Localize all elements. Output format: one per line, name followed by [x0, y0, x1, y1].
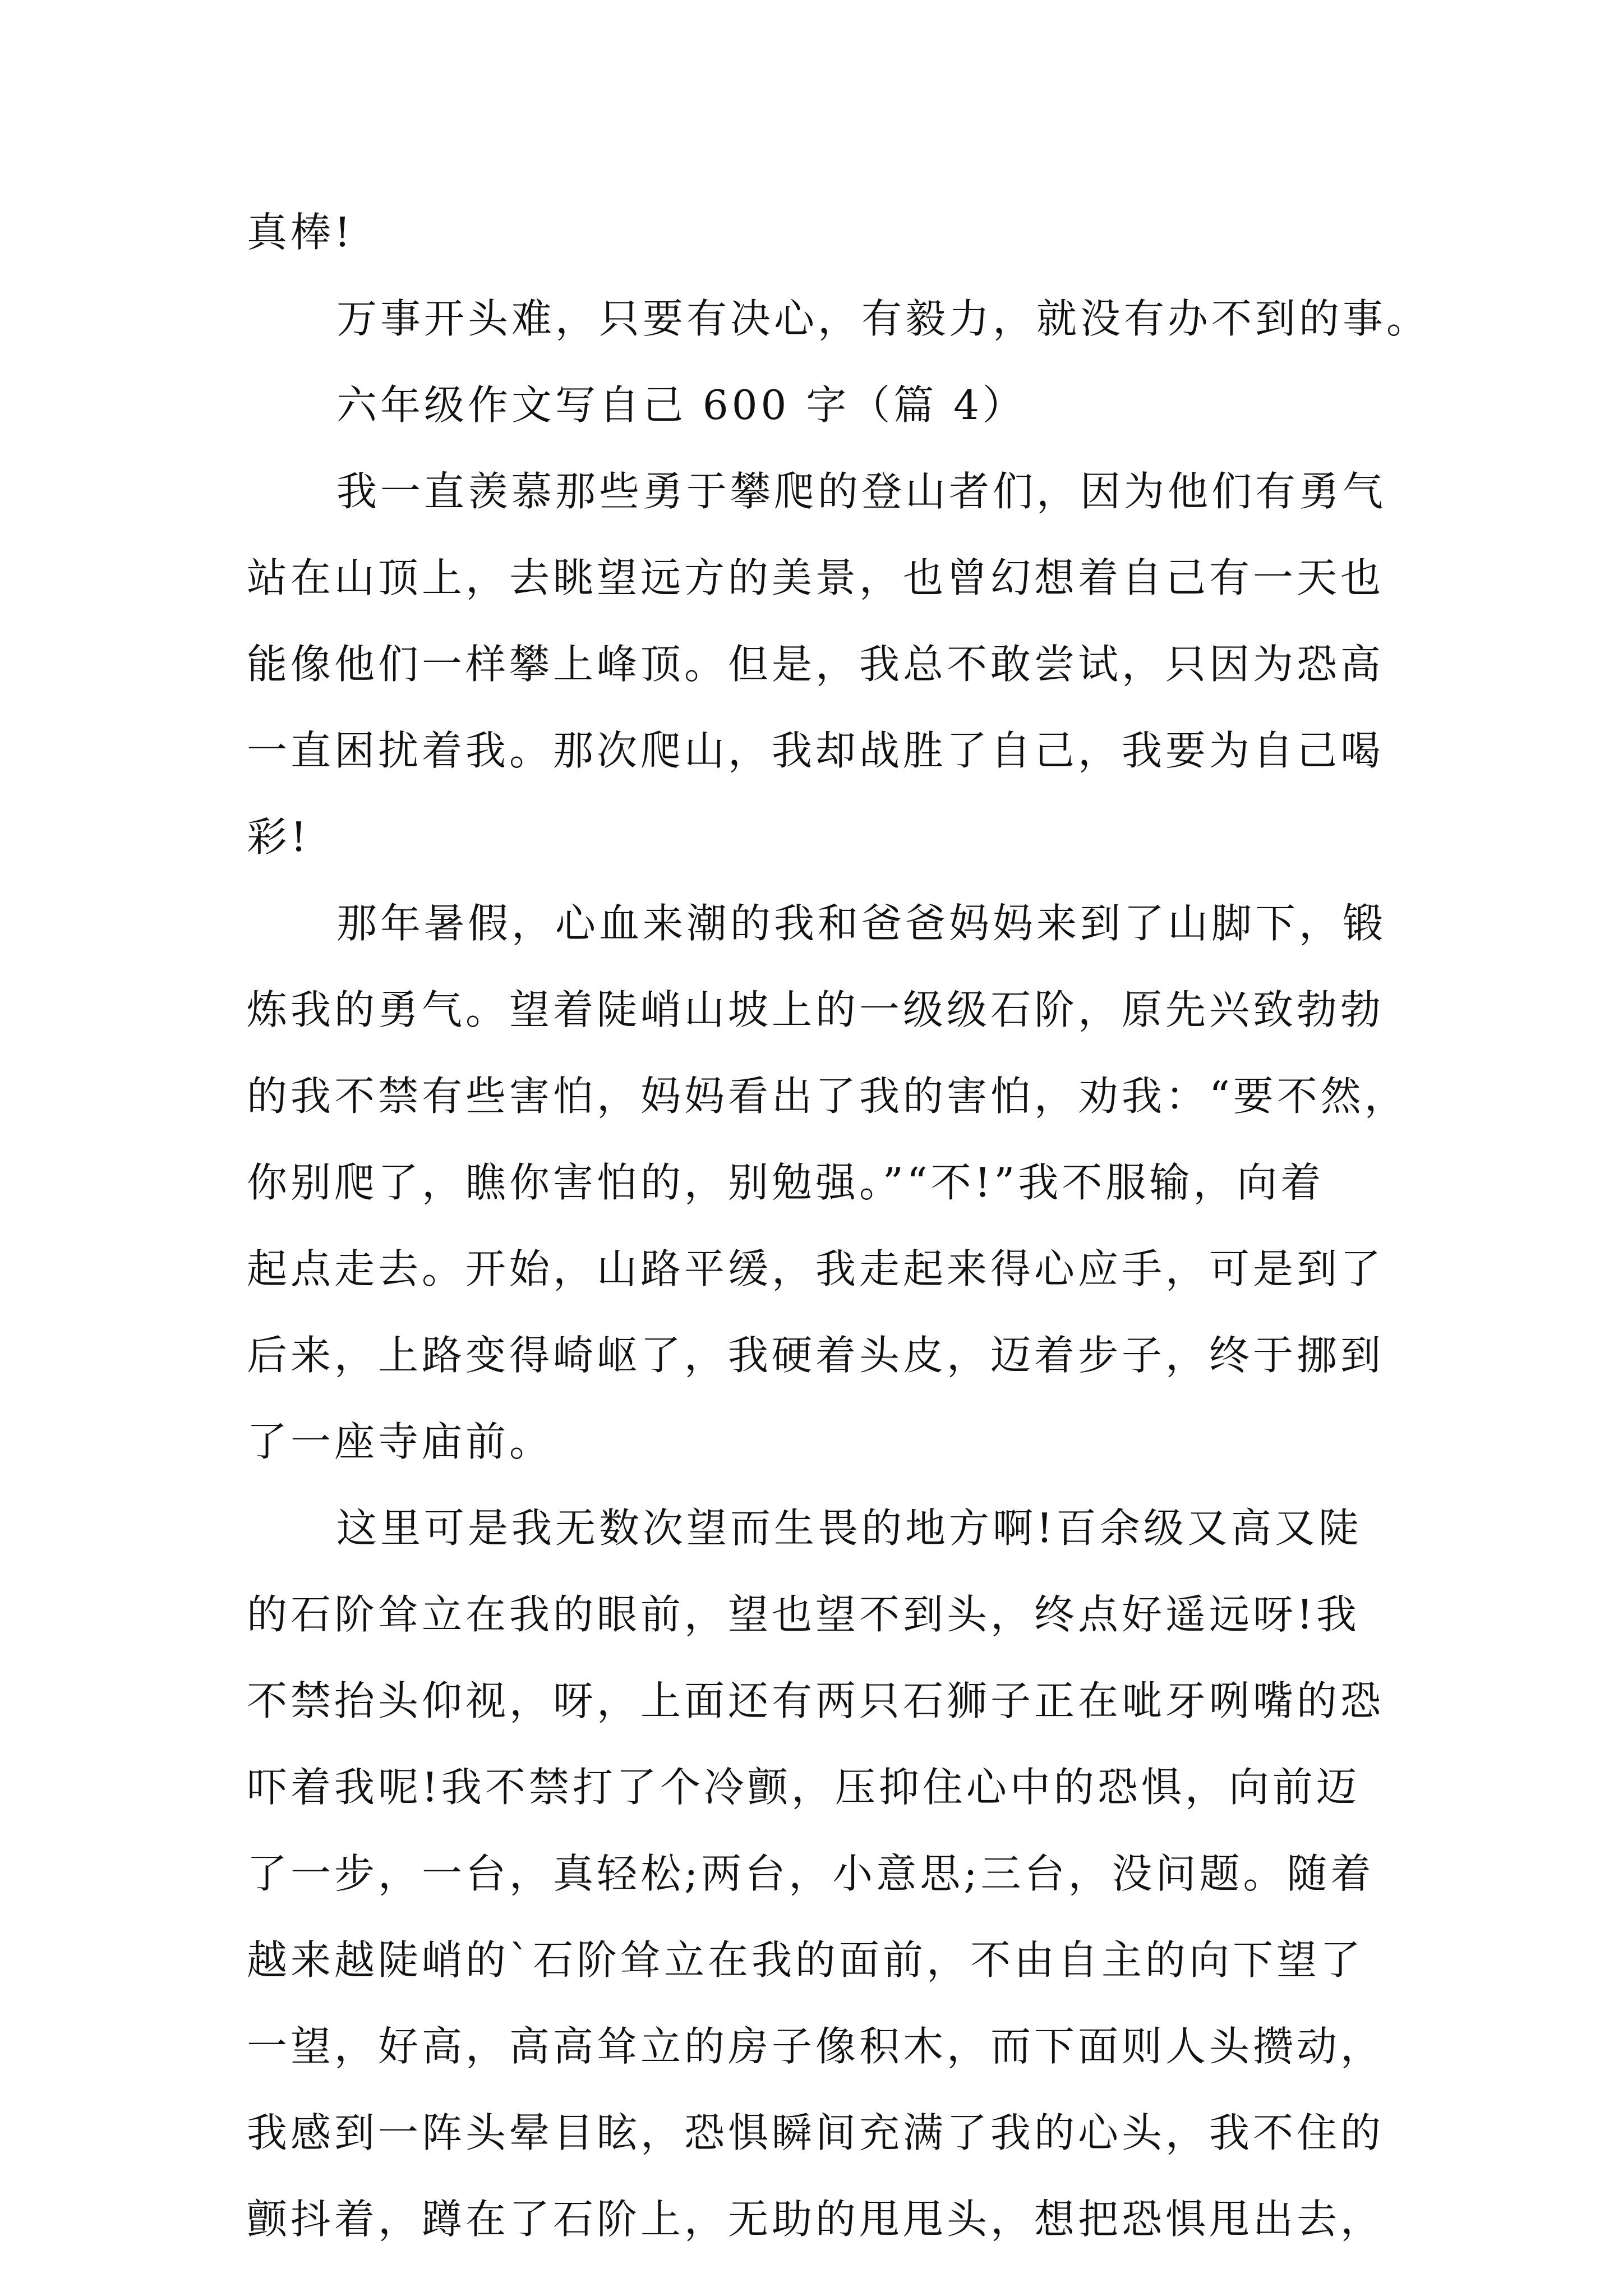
text-line: 你别爬了，瞧你害怕的，别勉强。”“不!”我不服输，向着 — [247, 1159, 1325, 1206]
text-line: 万事开头难，只要有决心，有毅力，就没有办不到的事。 — [336, 295, 1431, 342]
paragraph — [247, 894, 1408, 1471]
text-line: 我感到一阵头晕目眩，恐惧瞬间充满了我的心头，我不住的 — [247, 2109, 1385, 2156]
text-line: 炼我的勇气。望着陡峭山坡上的一级级石阶，原先兴致勃勃 — [247, 986, 1385, 1033]
text-line: 了一座寺庙前。 — [247, 1418, 554, 1465]
text-line: 越来越陡峭的`石阶耸立在我的面前，不由自主的向下望了 — [247, 1936, 1364, 1984]
text-line: 的我不禁有些害怕，妈妈看出了我的害怕，劝我：“要不然， — [247, 1073, 1408, 1120]
text-line: 我一直羡慕那些勇于攀爬的登山者们，因为他们有勇气 — [336, 468, 1387, 515]
document-body — [247, 203, 1431, 2276]
text-line: 彩! — [247, 813, 310, 861]
text-line: 真棒! — [247, 209, 354, 256]
paragraph — [247, 203, 1391, 261]
text-line: 六年级作文写自己 600 字（篇 4） — [336, 381, 1026, 429]
paragraph — [247, 462, 1391, 866]
section-heading — [247, 376, 1391, 434]
text-line: 了一步，一台，真轻松;两台，小意思;三台，没问题。随着 — [247, 1850, 1375, 1897]
text-line: 的石阶耸立在我的眼前，望也望不到头，终点好遥远呀!我 — [247, 1591, 1360, 1638]
text-line: 起点走去。开始，山路平缓，我走起来得心应手，可是到了 — [247, 1245, 1385, 1292]
paragraph — [247, 1499, 1391, 2248]
text-line: 一望，好高，高高耸立的房子像积木，而下面则人头攒动， — [247, 2023, 1385, 2070]
paragraph — [247, 289, 1431, 348]
text-line: 这里可是我无数次望而生畏的地方啊!百余级又高又陡 — [336, 1504, 1362, 1552]
text-line: 那年暑假，心血来潮的我和爸爸妈妈来到了山脚下，锻 — [336, 900, 1387, 947]
text-line: 站在山顶上，去眺望远方的美景，也曾幻想着自己有一天也 — [247, 554, 1385, 601]
text-line: 吓着我呢!我不禁打了个冷颤，压抑住心中的恐惧，向前迈 — [247, 1764, 1360, 1811]
text-line: 后来，上路变得崎岖了，我硬着头皮，迈着步子，终于挪到 — [247, 1332, 1385, 1379]
text-line: 一直困扰着我。那次爬山，我却战胜了自己，我要为自己喝 — [247, 727, 1385, 774]
text-line: 不禁抬头仰视，呀，上面还有两只石狮子正在呲牙咧嘴的恐 — [247, 1677, 1385, 1724]
text-line: 能像他们一样攀上峰顶。但是，我总不敢尝试，只因为恐高 — [247, 641, 1385, 688]
text-line: 颤抖着，蹲在了石阶上，无助的甩甩头，想把恐惧甩出去， — [247, 2196, 1385, 2243]
